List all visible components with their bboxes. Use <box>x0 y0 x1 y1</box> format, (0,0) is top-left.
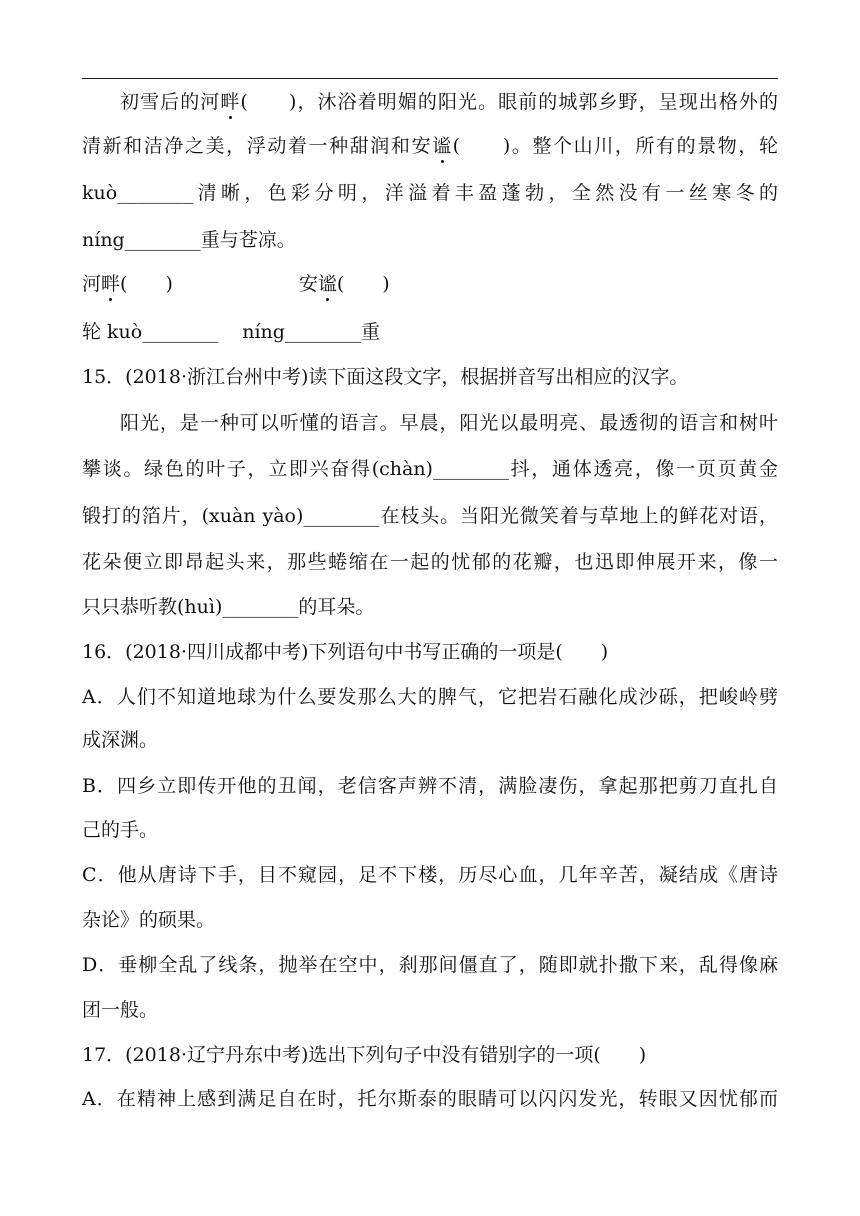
q16-option-d-line-1: D．垂柳全乱了线条，抛举在空中，刹那间僵直了，随即就扑撒下来，乱得像麻 <box>82 954 778 976</box>
text: ( ) <box>336 273 390 295</box>
answer-hepan <box>82 273 173 295</box>
dotted-char: 谧 <box>432 135 453 157</box>
passage-line-2 <box>82 134 778 158</box>
q16-option-b-line-1: B．四乡立即传开他的丑闻，老信客声辨不清，满脸凄伤，拿起那把剪刀直扎自 <box>82 775 778 797</box>
q15-line-5: 只只恭听教(huì)________的耳朵。 <box>82 596 375 618</box>
answer-row-1 <box>82 272 778 296</box>
text: ( ) <box>120 273 173 295</box>
q17-title: 17．(2018·辽宁丹东中考)选出下列句子中没有错别字的一项( ) <box>82 1044 647 1066</box>
answer-kuo: 轮 kuò________ <box>82 321 219 343</box>
passage-line-1 <box>82 90 778 114</box>
q15-line-4: 花朵便立即昂起头来，那些蜷缩在一起的忧郁的花瓣，也迅即伸展开来，像一 <box>82 551 778 573</box>
q15-line-1: 阳光，是一种可以听懂的语言。早晨，阳光以最明亮、最透彻的语言和树叶 <box>120 412 778 434</box>
q16-option-b-line-2: 己的手。 <box>82 819 159 841</box>
q16-option-c-line-2: 杂论》的硕果。 <box>82 909 216 931</box>
text: ( )，沐浴着明媚的阳光。眼前的城郭乡野，呈现出格外的 <box>240 91 778 113</box>
answer-ning: níng________重 <box>242 321 380 343</box>
text: 河 <box>82 273 102 295</box>
passage-line-4: níng________重与苍凉。 <box>82 229 296 251</box>
answer-row-2 <box>82 320 778 344</box>
q16-option-a-line-1: A．人们不知道地球为什么要发那么大的脾气，它把岩石融化成沙砾，把峻岭劈 <box>82 686 778 708</box>
answer-anmi <box>299 273 390 295</box>
passage-line-3: kuò________清晰，色彩分明，洋溢着丰盈蓬勃，全然没有一丝寒冬的 <box>82 182 778 204</box>
q15-line-3: 锻打的箔片，(xuàn yào)________在枝头。当阳光微笑着与草地上的鲜花对语， <box>82 505 778 527</box>
q16-option-d-line-2: 团一般。 <box>82 999 159 1021</box>
dotted-char: 畔 <box>101 273 121 295</box>
text: 初雪后的河 <box>120 91 221 113</box>
q15-title: 15．(2018·浙江台州中考)读下面这段文字，根据拼音写出相应的汉字。 <box>82 366 689 388</box>
q17-option-a-line-1: A．在精神上感到满足自在时，托尔斯泰的眼睛可以闪闪发光，转眼又因忧郁而 <box>82 1088 778 1110</box>
q16-option-c-line-1: C．他从唐诗下手，目不窥园，足不下楼，历尽心血，几年辛苦，凝结成《唐诗 <box>82 864 778 886</box>
text: ( )。整个山川，所有的景物，轮 <box>452 135 778 157</box>
header-rule <box>82 78 778 79</box>
text: 安 <box>298 273 318 295</box>
dotted-char: 谧 <box>317 273 337 295</box>
dotted-char: 畔 <box>220 91 241 113</box>
q15-line-2: 攀谈。绿色的叶子，立即兴奋得(chàn)________抖，通体透亮，像一页页黄金 <box>82 458 778 480</box>
q16-title: 16．(2018·四川成都中考)下列语句中书写正确的一项是( ) <box>82 641 609 663</box>
q16-option-a-line-2: 成深渊。 <box>82 729 159 751</box>
text: 清新和洁净之美，浮动着一种甜润和安 <box>82 135 433 157</box>
